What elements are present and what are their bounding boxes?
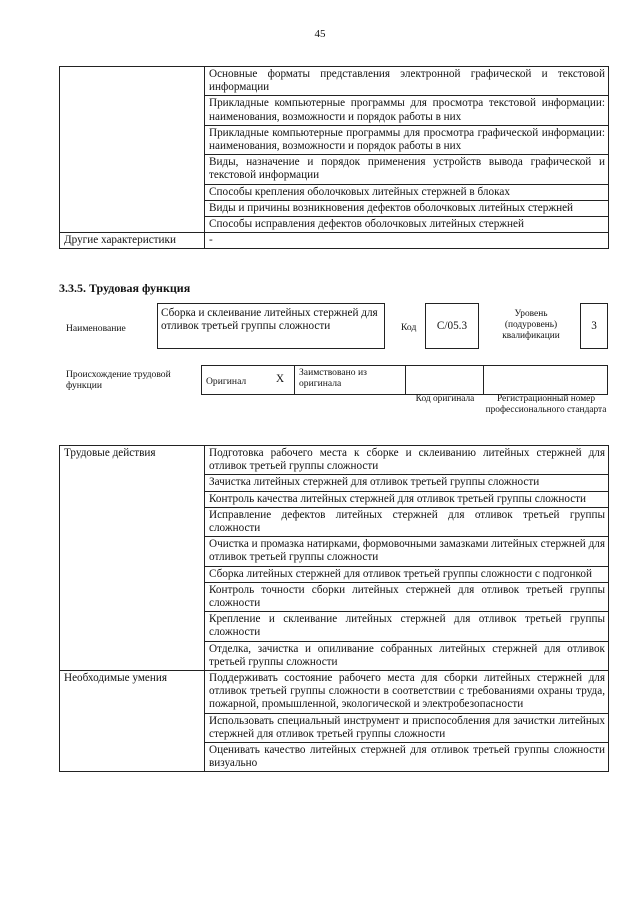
borrowed-label: Заимствовано из оригинала [299, 367, 367, 389]
knowledge-table [59, 66, 609, 249]
table-row [60, 233, 609, 249]
knowledge-item: Прикладные компьютерные программы для просмотра текстовой информации: наименования, возможности и порядок работы в них [205, 96, 609, 125]
labor-action-item: Контроль точности сборки литейных стержней для отливок третьей группы сложности [205, 582, 609, 611]
knowledge-item: Виды и причины возникновения дефектов оболочковых литейных стержней [205, 200, 609, 216]
labor-action-item: Контроль качества литейных стержней для отливок третьей группы сложности [205, 491, 609, 507]
page-number: 45 [314, 28, 326, 40]
labor-action-item: Очистка и промазка натирками, формовочными замазками литейных стержней для отливок третьей группы сложности [205, 537, 609, 566]
original-label: Оригинал [206, 376, 247, 387]
required-skill-item: Поддерживать состояние рабочего места для сборки литейных стержней для отливок третьей группы сложности в соответствии с требованиями охраны труда, пожарной, промышленной, экологической и электробезопасности [205, 671, 609, 714]
name-value: Сборка и склеивание литейных стержней для отливок третьей группы сложности [161, 307, 378, 332]
code-label: Код [401, 322, 417, 333]
table-row [60, 446, 609, 475]
other-characteristics-value: - [205, 233, 609, 249]
labor-action-item: Крепление и склеивание литейных стержней для отливок третьей группы сложности [205, 612, 609, 641]
labor-actions-label: Трудовые действия [60, 446, 205, 671]
labor-actions-table [59, 445, 609, 772]
qualification-level-value: 3 [591, 320, 597, 332]
registration-number-caption: Регистрационный номер профессионального стандарта [485, 394, 607, 415]
table-row [60, 671, 609, 714]
knowledge-item: Виды, назначение и порядок применения устройств вывода графической и текстовой информации [205, 155, 609, 184]
knowledge-item: Способы крепления оболочковых литейных стержней в блоках [205, 184, 609, 200]
other-characteristics-label: Другие характеристики [60, 233, 205, 249]
origin-divider [483, 365, 484, 395]
table-cell-empty [60, 67, 205, 233]
labor-action-item: Отделка, зачистка и опиливание собранных литейных стержней для отливок третьей группы сложности [205, 641, 609, 670]
labor-action-item: Исправление дефектов литейных стержней для отливок третьей группы сложности [205, 507, 609, 536]
section-title: 3.3.5. Трудовая функция [59, 281, 191, 295]
required-skills-label: Необходимые умения [60, 671, 205, 772]
table-row [60, 67, 609, 96]
name-label: Наименование [66, 323, 126, 334]
labor-action-item: Сборка литейных стержней для отливок третьей группы сложности с подгонкой [205, 566, 609, 582]
required-skill-item: Использовать специальный инструмент и приспособления для зачистки литейных стержней для отливок третьей группы сложности [205, 713, 609, 742]
origin-label: Происхождение трудовой функции [66, 369, 171, 391]
original-code-caption: Код оригинала [415, 394, 475, 404]
origin-divider [405, 365, 406, 395]
knowledge-item: Способы исправления дефектов оболочковых литейных стержней [205, 217, 609, 233]
knowledge-item: Основные форматы представления электронной графической и текстовой информации [205, 67, 609, 96]
origin-divider [294, 365, 295, 395]
original-mark: Х [276, 373, 285, 385]
knowledge-item: Прикладные компьютерные программы для просмотра графической информации: наименования, возможности и порядок работы в них [205, 125, 609, 154]
qualification-level-label: Уровень (подуровень) квалификации [502, 309, 560, 341]
labor-action-item: Подготовка рабочего места к сборке и склеиванию литейных стержней для отливок третьей группы сложности [205, 446, 609, 475]
required-skill-item: Оценивать качество литейных стержней для отливок третьей группы сложности визуально [205, 743, 609, 772]
code-value: С/05.3 [436, 320, 468, 332]
labor-action-item: Зачистка литейных стержней для отливок третьей группы сложности [205, 475, 609, 491]
